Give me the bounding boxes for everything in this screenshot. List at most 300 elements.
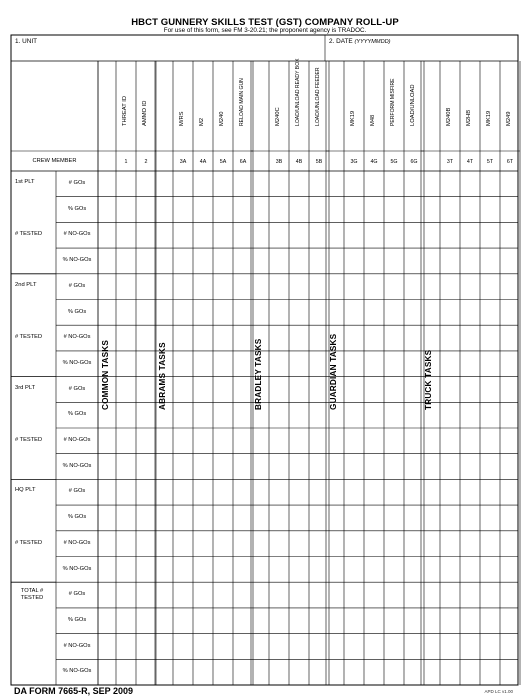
entry-cell[interactable] — [270, 506, 288, 530]
entry-cell[interactable] — [270, 660, 288, 684]
entry-cell[interactable] — [290, 301, 308, 325]
entry-cell[interactable] — [501, 403, 519, 427]
entry-cell[interactable] — [214, 429, 232, 453]
entry-cell[interactable] — [481, 198, 499, 222]
entry-cell[interactable] — [234, 403, 252, 427]
entry-cell[interactable] — [310, 609, 328, 633]
entry-cell[interactable] — [310, 455, 328, 479]
entry-cell[interactable] — [461, 480, 479, 504]
entry-cell[interactable] — [234, 198, 252, 222]
entry-cell[interactable] — [461, 223, 479, 247]
entry-cell[interactable] — [441, 172, 459, 196]
entry-cell[interactable] — [194, 558, 212, 582]
entry-cell[interactable] — [365, 429, 383, 453]
entry-cell[interactable] — [501, 429, 519, 453]
entry-cell[interactable] — [174, 223, 192, 247]
entry-cell[interactable] — [405, 198, 423, 222]
entry-cell[interactable] — [194, 609, 212, 633]
entry-cell[interactable] — [174, 275, 192, 299]
entry-cell[interactable] — [270, 558, 288, 582]
entry-cell[interactable] — [501, 249, 519, 273]
entry-cell[interactable] — [117, 583, 135, 607]
entry-cell[interactable] — [270, 583, 288, 607]
entry-cell[interactable] — [270, 198, 288, 222]
entry-cell[interactable] — [117, 532, 135, 556]
entry-cell[interactable] — [194, 455, 212, 479]
entry-cell[interactable] — [174, 429, 192, 453]
entry-cell[interactable] — [290, 198, 308, 222]
entry-cell[interactable] — [234, 223, 252, 247]
entry-cell[interactable] — [137, 326, 155, 350]
entry-cell[interactable] — [385, 249, 403, 273]
entry-cell[interactable] — [117, 480, 135, 504]
entry-cell[interactable] — [365, 480, 383, 504]
entry-cell[interactable] — [405, 583, 423, 607]
entry-cell[interactable] — [365, 506, 383, 530]
entry-cell[interactable] — [174, 506, 192, 530]
entry-cell[interactable] — [137, 660, 155, 684]
entry-cell[interactable] — [270, 223, 288, 247]
entry-cell[interactable] — [385, 429, 403, 453]
entry-cell[interactable] — [290, 223, 308, 247]
entry-cell[interactable] — [441, 352, 459, 376]
entry-cell[interactable] — [137, 583, 155, 607]
entry-cell[interactable] — [345, 558, 363, 582]
entry-cell[interactable] — [137, 275, 155, 299]
entry-cell[interactable] — [290, 249, 308, 273]
entry-cell[interactable] — [137, 558, 155, 582]
entry-cell[interactable] — [117, 352, 135, 376]
entry-cell[interactable] — [365, 609, 383, 633]
entry-cell[interactable] — [501, 480, 519, 504]
entry-cell[interactable] — [290, 609, 308, 633]
entry-cell[interactable] — [461, 172, 479, 196]
entry-cell[interactable] — [385, 506, 403, 530]
entry-cell[interactable] — [441, 403, 459, 427]
entry-cell[interactable] — [345, 326, 363, 350]
entry-cell[interactable] — [461, 249, 479, 273]
entry-cell[interactable] — [137, 352, 155, 376]
entry-cell[interactable] — [385, 326, 403, 350]
entry-cell[interactable] — [461, 403, 479, 427]
entry-cell[interactable] — [385, 532, 403, 556]
entry-cell[interactable] — [270, 352, 288, 376]
entry-cell[interactable] — [461, 660, 479, 684]
entry-cell[interactable] — [345, 506, 363, 530]
entry-cell[interactable] — [174, 583, 192, 607]
entry-cell[interactable] — [270, 301, 288, 325]
entry-cell[interactable] — [481, 480, 499, 504]
entry-cell[interactable] — [117, 198, 135, 222]
entry-cell[interactable] — [501, 506, 519, 530]
entry-cell[interactable] — [501, 660, 519, 684]
entry-cell[interactable] — [405, 301, 423, 325]
entry-cell[interactable] — [365, 223, 383, 247]
entry-cell[interactable] — [365, 352, 383, 376]
entry-cell[interactable] — [365, 172, 383, 196]
entry-cell[interactable] — [137, 172, 155, 196]
entry-cell[interactable] — [405, 558, 423, 582]
entry-cell[interactable] — [461, 326, 479, 350]
entry-cell[interactable] — [345, 172, 363, 196]
entry-cell[interactable] — [270, 455, 288, 479]
entry-cell[interactable] — [234, 326, 252, 350]
entry-cell[interactable] — [501, 558, 519, 582]
entry-cell[interactable] — [270, 480, 288, 504]
entry-cell[interactable] — [441, 480, 459, 504]
entry-cell[interactable] — [174, 249, 192, 273]
entry-cell[interactable] — [174, 352, 192, 376]
entry-cell[interactable] — [214, 635, 232, 659]
entry-cell[interactable] — [345, 198, 363, 222]
entry-cell[interactable] — [290, 558, 308, 582]
entry-cell[interactable] — [405, 480, 423, 504]
entry-cell[interactable] — [461, 429, 479, 453]
entry-cell[interactable] — [214, 660, 232, 684]
entry-cell[interactable] — [270, 275, 288, 299]
entry-cell[interactable] — [501, 352, 519, 376]
entry-cell[interactable] — [461, 275, 479, 299]
entry-cell[interactable] — [194, 198, 212, 222]
entry-cell[interactable] — [234, 635, 252, 659]
entry-cell[interactable] — [234, 506, 252, 530]
entry-cell[interactable] — [365, 455, 383, 479]
entry-cell[interactable] — [214, 532, 232, 556]
entry-cell[interactable] — [310, 378, 328, 402]
entry-cell[interactable] — [270, 403, 288, 427]
entry-cell[interactable] — [117, 378, 135, 402]
entry-cell[interactable] — [441, 249, 459, 273]
entry-cell[interactable] — [270, 532, 288, 556]
entry-cell[interactable] — [461, 558, 479, 582]
entry-cell[interactable] — [441, 198, 459, 222]
entry-cell[interactable] — [290, 172, 308, 196]
entry-cell[interactable] — [481, 532, 499, 556]
entry-cell[interactable] — [461, 198, 479, 222]
entry-cell[interactable] — [481, 326, 499, 350]
entry-cell[interactable] — [214, 455, 232, 479]
entry-cell[interactable] — [365, 532, 383, 556]
entry-cell[interactable] — [137, 532, 155, 556]
entry-cell[interactable] — [137, 223, 155, 247]
entry-cell[interactable] — [385, 609, 403, 633]
entry-cell[interactable] — [481, 172, 499, 196]
entry-cell[interactable] — [385, 635, 403, 659]
entry-cell[interactable] — [270, 172, 288, 196]
entry-cell[interactable] — [405, 249, 423, 273]
entry-cell[interactable] — [234, 660, 252, 684]
entry-cell[interactable] — [405, 326, 423, 350]
entry-cell[interactable] — [310, 403, 328, 427]
entry-cell[interactable] — [441, 532, 459, 556]
entry-cell[interactable] — [481, 583, 499, 607]
entry-cell[interactable] — [481, 635, 499, 659]
entry-cell[interactable] — [501, 532, 519, 556]
entry-cell[interactable] — [345, 403, 363, 427]
entry-cell[interactable] — [290, 635, 308, 659]
entry-cell[interactable] — [214, 326, 232, 350]
entry-cell[interactable] — [481, 558, 499, 582]
entry-cell[interactable] — [441, 583, 459, 607]
entry-cell[interactable] — [234, 378, 252, 402]
entry-cell[interactable] — [405, 403, 423, 427]
entry-cell[interactable] — [345, 660, 363, 684]
entry-cell[interactable] — [481, 301, 499, 325]
entry-cell[interactable] — [310, 198, 328, 222]
entry-cell[interactable] — [501, 609, 519, 633]
entry-cell[interactable] — [441, 326, 459, 350]
entry-cell[interactable] — [365, 249, 383, 273]
entry-cell[interactable] — [234, 172, 252, 196]
entry-cell[interactable] — [290, 480, 308, 504]
entry-cell[interactable] — [194, 275, 212, 299]
entry-cell[interactable] — [290, 326, 308, 350]
entry-cell[interactable] — [385, 352, 403, 376]
entry-cell[interactable] — [234, 352, 252, 376]
entry-cell[interactable] — [441, 558, 459, 582]
entry-cell[interactable] — [441, 609, 459, 633]
entry-cell[interactable] — [194, 172, 212, 196]
entry-cell[interactable] — [405, 660, 423, 684]
entry-cell[interactable] — [405, 378, 423, 402]
entry-cell[interactable] — [234, 249, 252, 273]
entry-cell[interactable] — [214, 198, 232, 222]
entry-cell[interactable] — [310, 480, 328, 504]
entry-cell[interactable] — [501, 378, 519, 402]
entry-cell[interactable] — [117, 223, 135, 247]
entry-cell[interactable] — [174, 172, 192, 196]
entry-cell[interactable] — [234, 583, 252, 607]
entry-cell[interactable] — [310, 635, 328, 659]
entry-cell[interactable] — [137, 480, 155, 504]
entry-cell[interactable] — [194, 429, 212, 453]
entry-cell[interactable] — [174, 660, 192, 684]
entry-cell[interactable] — [234, 429, 252, 453]
entry-cell[interactable] — [385, 403, 403, 427]
entry-cell[interactable] — [365, 583, 383, 607]
entry-cell[interactable] — [117, 660, 135, 684]
entry-cell[interactable] — [290, 275, 308, 299]
entry-cell[interactable] — [441, 506, 459, 530]
entry-cell[interactable] — [117, 301, 135, 325]
entry-cell[interactable] — [441, 429, 459, 453]
entry-cell[interactable] — [137, 609, 155, 633]
entry-cell[interactable] — [501, 635, 519, 659]
entry-cell[interactable] — [345, 609, 363, 633]
entry-cell[interactable] — [174, 480, 192, 504]
entry-cell[interactable] — [174, 635, 192, 659]
entry-cell[interactable] — [194, 301, 212, 325]
entry-cell[interactable] — [290, 660, 308, 684]
entry-cell[interactable] — [345, 480, 363, 504]
entry-cell[interactable] — [385, 480, 403, 504]
entry-cell[interactable] — [481, 249, 499, 273]
entry-cell[interactable] — [214, 609, 232, 633]
entry-cell[interactable] — [441, 635, 459, 659]
entry-cell[interactable] — [137, 635, 155, 659]
entry-cell[interactable] — [385, 172, 403, 196]
entry-cell[interactable] — [270, 429, 288, 453]
entry-cell[interactable] — [290, 378, 308, 402]
entry-cell[interactable] — [117, 455, 135, 479]
entry-cell[interactable] — [137, 429, 155, 453]
entry-cell[interactable] — [234, 558, 252, 582]
entry-cell[interactable] — [310, 301, 328, 325]
entry-cell[interactable] — [310, 660, 328, 684]
entry-cell[interactable] — [405, 275, 423, 299]
entry-cell[interactable] — [174, 455, 192, 479]
entry-cell[interactable] — [270, 609, 288, 633]
entry-cell[interactable] — [461, 301, 479, 325]
entry-cell[interactable] — [461, 378, 479, 402]
entry-cell[interactable] — [385, 223, 403, 247]
entry-cell[interactable] — [345, 301, 363, 325]
entry-cell[interactable] — [481, 275, 499, 299]
entry-cell[interactable] — [461, 506, 479, 530]
entry-cell[interactable] — [345, 532, 363, 556]
entry-cell[interactable] — [234, 275, 252, 299]
entry-cell[interactable] — [405, 455, 423, 479]
entry-cell[interactable] — [194, 249, 212, 273]
entry-cell[interactable] — [481, 506, 499, 530]
entry-cell[interactable] — [214, 378, 232, 402]
entry-cell[interactable] — [117, 172, 135, 196]
entry-cell[interactable] — [117, 275, 135, 299]
entry-cell[interactable] — [214, 223, 232, 247]
entry-cell[interactable] — [270, 378, 288, 402]
entry-cell[interactable] — [194, 352, 212, 376]
entry-cell[interactable] — [214, 275, 232, 299]
entry-cell[interactable] — [117, 609, 135, 633]
entry-cell[interactable] — [194, 583, 212, 607]
entry-cell[interactable] — [194, 532, 212, 556]
entry-cell[interactable] — [290, 429, 308, 453]
entry-cell[interactable] — [214, 301, 232, 325]
entry-cell[interactable] — [214, 249, 232, 273]
entry-cell[interactable] — [117, 249, 135, 273]
entry-cell[interactable] — [310, 249, 328, 273]
entry-cell[interactable] — [214, 583, 232, 607]
entry-cell[interactable] — [310, 532, 328, 556]
entry-cell[interactable] — [481, 455, 499, 479]
entry-cell[interactable] — [137, 403, 155, 427]
entry-cell[interactable] — [290, 352, 308, 376]
entry-cell[interactable] — [441, 660, 459, 684]
entry-cell[interactable] — [365, 326, 383, 350]
entry-cell[interactable] — [501, 172, 519, 196]
entry-cell[interactable] — [365, 301, 383, 325]
entry-cell[interactable] — [501, 198, 519, 222]
entry-cell[interactable] — [345, 223, 363, 247]
entry-cell[interactable] — [194, 506, 212, 530]
entry-cell[interactable] — [345, 352, 363, 376]
entry-cell[interactable] — [174, 558, 192, 582]
entry-cell[interactable] — [481, 223, 499, 247]
entry-cell[interactable] — [365, 275, 383, 299]
entry-cell[interactable] — [194, 480, 212, 504]
entry-cell[interactable] — [461, 635, 479, 659]
entry-cell[interactable] — [234, 455, 252, 479]
entry-cell[interactable] — [174, 301, 192, 325]
entry-cell[interactable] — [214, 172, 232, 196]
entry-cell[interactable] — [270, 249, 288, 273]
entry-cell[interactable] — [405, 429, 423, 453]
entry-cell[interactable] — [137, 198, 155, 222]
entry-cell[interactable] — [214, 558, 232, 582]
entry-cell[interactable] — [481, 429, 499, 453]
entry-cell[interactable] — [365, 198, 383, 222]
entry-cell[interactable] — [117, 635, 135, 659]
entry-cell[interactable] — [405, 223, 423, 247]
entry-cell[interactable] — [117, 506, 135, 530]
entry-cell[interactable] — [174, 609, 192, 633]
entry-cell[interactable] — [174, 326, 192, 350]
entry-cell[interactable] — [405, 172, 423, 196]
entry-cell[interactable] — [174, 532, 192, 556]
entry-cell[interactable] — [194, 635, 212, 659]
entry-cell[interactable] — [234, 480, 252, 504]
entry-cell[interactable] — [501, 326, 519, 350]
entry-cell[interactable] — [137, 301, 155, 325]
entry-cell[interactable] — [137, 455, 155, 479]
entry-cell[interactable] — [117, 429, 135, 453]
entry-cell[interactable] — [345, 583, 363, 607]
entry-cell[interactable] — [441, 455, 459, 479]
entry-cell[interactable] — [385, 583, 403, 607]
entry-cell[interactable] — [310, 506, 328, 530]
entry-cell[interactable] — [117, 558, 135, 582]
entry-cell[interactable] — [461, 352, 479, 376]
entry-cell[interactable] — [310, 558, 328, 582]
entry-cell[interactable] — [345, 378, 363, 402]
entry-cell[interactable] — [385, 378, 403, 402]
entry-cell[interactable] — [365, 635, 383, 659]
entry-cell[interactable] — [405, 532, 423, 556]
entry-cell[interactable] — [234, 609, 252, 633]
entry-cell[interactable] — [290, 455, 308, 479]
entry-cell[interactable] — [270, 326, 288, 350]
entry-cell[interactable] — [174, 403, 192, 427]
entry-cell[interactable] — [310, 352, 328, 376]
entry-cell[interactable] — [481, 378, 499, 402]
entry-cell[interactable] — [481, 352, 499, 376]
entry-cell[interactable] — [501, 583, 519, 607]
entry-cell[interactable] — [441, 223, 459, 247]
entry-cell[interactable] — [214, 480, 232, 504]
entry-cell[interactable] — [137, 506, 155, 530]
entry-cell[interactable] — [365, 378, 383, 402]
entry-cell[interactable] — [501, 275, 519, 299]
entry-cell[interactable] — [174, 378, 192, 402]
entry-cell[interactable] — [441, 301, 459, 325]
entry-cell[interactable] — [461, 455, 479, 479]
entry-cell[interactable] — [501, 455, 519, 479]
entry-cell[interactable] — [461, 609, 479, 633]
entry-cell[interactable] — [270, 635, 288, 659]
entry-cell[interactable] — [194, 660, 212, 684]
entry-cell[interactable] — [137, 378, 155, 402]
entry-cell[interactable] — [365, 403, 383, 427]
entry-cell[interactable] — [365, 660, 383, 684]
entry-cell[interactable] — [194, 403, 212, 427]
entry-cell[interactable] — [290, 506, 308, 530]
entry-cell[interactable] — [385, 301, 403, 325]
entry-cell[interactable] — [345, 249, 363, 273]
entry-cell[interactable] — [405, 635, 423, 659]
entry-cell[interactable] — [441, 378, 459, 402]
entry-cell[interactable] — [117, 403, 135, 427]
entry-cell[interactable] — [214, 352, 232, 376]
